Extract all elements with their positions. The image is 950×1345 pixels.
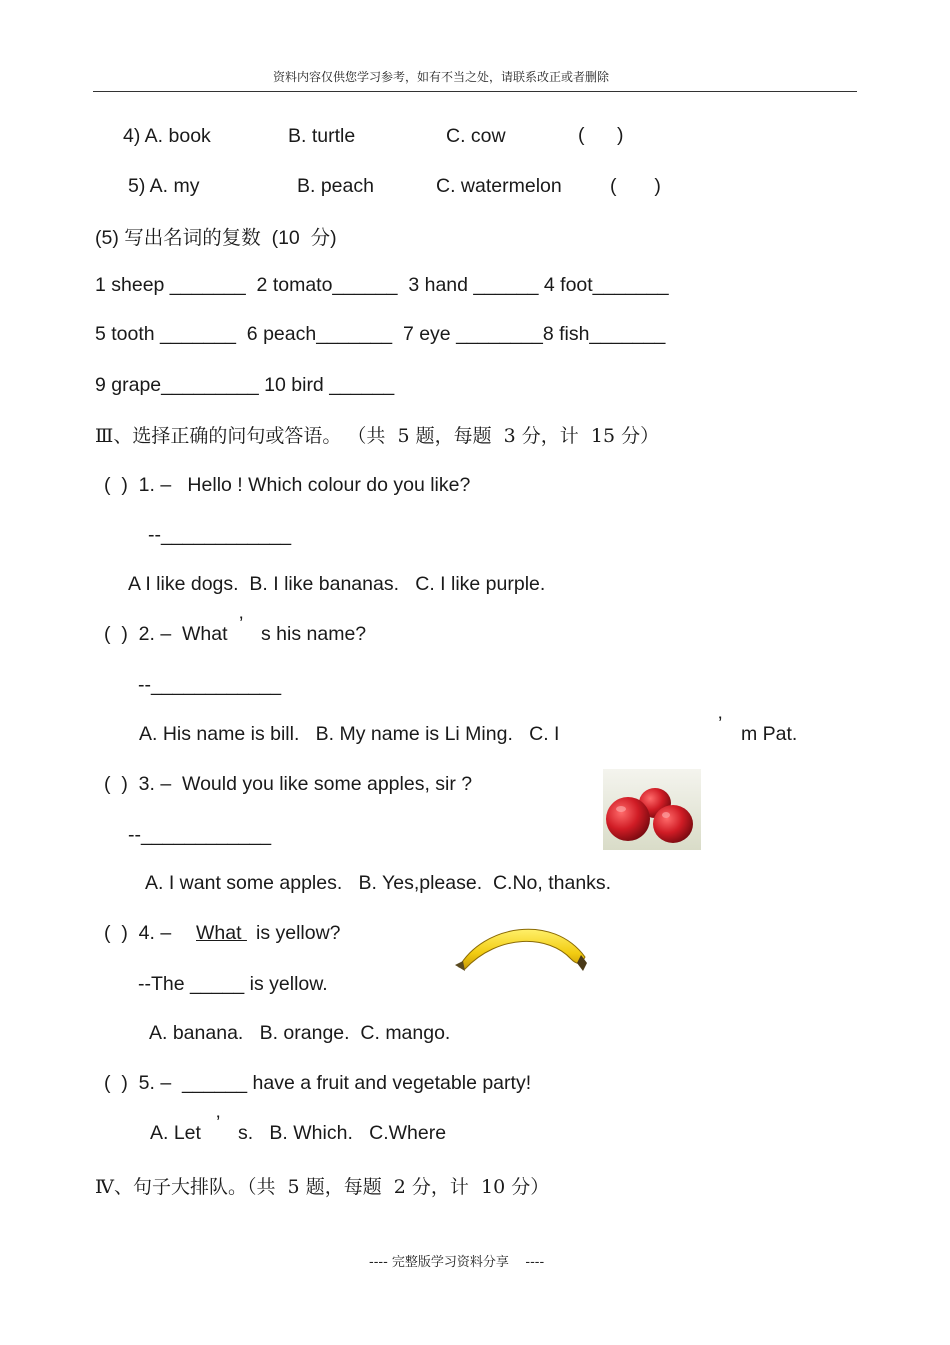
s3-q5-options-apostrophe: ’ bbox=[216, 1112, 221, 1134]
page-footer: ---- 完整版学习资料分享 ---- bbox=[369, 1255, 545, 1270]
s3-q5-question: ( ) 5. – ______ have a fruit and vegetable party! bbox=[104, 1072, 532, 1094]
s3-q2-options-end: m Pat. bbox=[741, 723, 798, 745]
section-4-heading: Ⅳ、句子大排队。（共 5 题，每题 2 分，计 10 分） bbox=[95, 1176, 550, 1198]
q4-answer-paren: ( ) bbox=[578, 124, 624, 146]
s3-q2-options: A. His name is bill. B. My name is Li Ming. C. I bbox=[139, 723, 560, 745]
s3-q1-question: ( ) 1. – Hello ! Which colour do you like? bbox=[104, 474, 471, 496]
q5-option-a: 5) A. my bbox=[128, 175, 200, 197]
plurals-heading: (5) 写出名词的复数 (10 分) bbox=[95, 227, 337, 249]
q5-answer-paren: ( ) bbox=[610, 175, 661, 197]
s3-q4-question-start: ( ) 4. – bbox=[104, 922, 177, 944]
s3-q4-question-end: is yellow? bbox=[256, 922, 341, 944]
section-3-heading: Ⅲ、选择正确的问句或答语。 （共 5 题，每题 3 分，计 15 分） bbox=[95, 425, 660, 447]
s3-q3-options: A. I want some apples. B. Yes,please. C.No, thanks. bbox=[145, 872, 612, 894]
q4-option-c: C. cow bbox=[446, 125, 506, 147]
q4-option-a: 4) A. book bbox=[123, 125, 211, 147]
header-divider bbox=[93, 91, 857, 92]
banana-image bbox=[453, 915, 593, 977]
s3-q2-options-apostrophe: ’ bbox=[718, 713, 723, 735]
plurals-row-2: 5 tooth _______ 6 peach_______ 7 eye ________8 fish_______ bbox=[95, 323, 666, 345]
s3-q2-answer-blank: --____________ bbox=[138, 674, 282, 696]
s3-q4-options: A. banana. B. orange. C. mango. bbox=[149, 1022, 451, 1044]
s3-q2-question-end: s his name? bbox=[261, 623, 367, 645]
plurals-row-3: 9 grape_________ 10 bird ______ bbox=[95, 374, 395, 396]
page-header: 资料内容仅供您学习参考，如有不当之处，请联系改正或者删除 bbox=[273, 70, 610, 84]
q5-option-c: C. watermelon bbox=[436, 175, 562, 197]
q5-option-b: B. peach bbox=[297, 175, 374, 197]
s3-q1-options: A I like dogs. B. I like bananas. C. I like purple. bbox=[128, 573, 546, 595]
q4-option-b: B. turtle bbox=[288, 125, 356, 147]
s3-q3-question: ( ) 3. – Would you like some apples, sir ? bbox=[104, 773, 473, 795]
s3-q4-answer-blank: --The _____ is yellow. bbox=[138, 973, 328, 995]
s3-q1-answer-blank: --____________ bbox=[148, 524, 292, 546]
s3-q3-answer-blank: --____________ bbox=[128, 824, 272, 846]
apples-image bbox=[603, 769, 701, 850]
s3-q5-options-end: s. B. Which. C.Where bbox=[238, 1122, 447, 1144]
plurals-row-1: 1 sheep _______ 2 tomato______ 3 hand ______ 4 foot_______ bbox=[95, 274, 669, 296]
s3-q2-apostrophe: ’ bbox=[239, 613, 244, 635]
s3-q5-options-start: A. Let bbox=[150, 1122, 201, 1144]
s3-q4-underlined-word: What bbox=[196, 922, 247, 944]
s3-q2-question-start: ( ) 2. – What bbox=[104, 623, 228, 645]
